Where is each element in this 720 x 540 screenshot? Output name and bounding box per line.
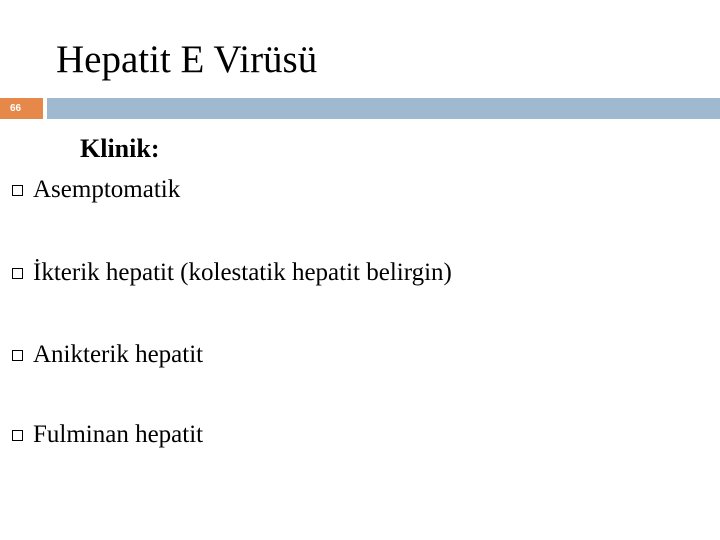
slide-title: Hepatit E Virüsü xyxy=(56,38,318,81)
slide-number-badge: 66 xyxy=(0,98,43,119)
square-bullet-icon xyxy=(12,268,23,279)
section-subheading: Klinik: xyxy=(80,134,160,163)
title-divider-bar xyxy=(47,98,720,119)
list-item xyxy=(12,338,203,372)
square-bullet-icon xyxy=(12,185,23,196)
list-item xyxy=(12,256,452,290)
square-bullet-icon xyxy=(12,350,23,361)
list-item-text: Asemptomatik xyxy=(33,176,181,203)
list-item-text: Fulminan hepatit xyxy=(33,421,204,448)
list-item-text: İkterik hepatit (kolestatik hepatit belirgin) xyxy=(33,259,452,286)
list-item xyxy=(12,173,180,207)
list-item xyxy=(12,418,203,452)
list-item-text: Anikterik hepatit xyxy=(33,341,204,368)
square-bullet-icon xyxy=(12,430,23,441)
